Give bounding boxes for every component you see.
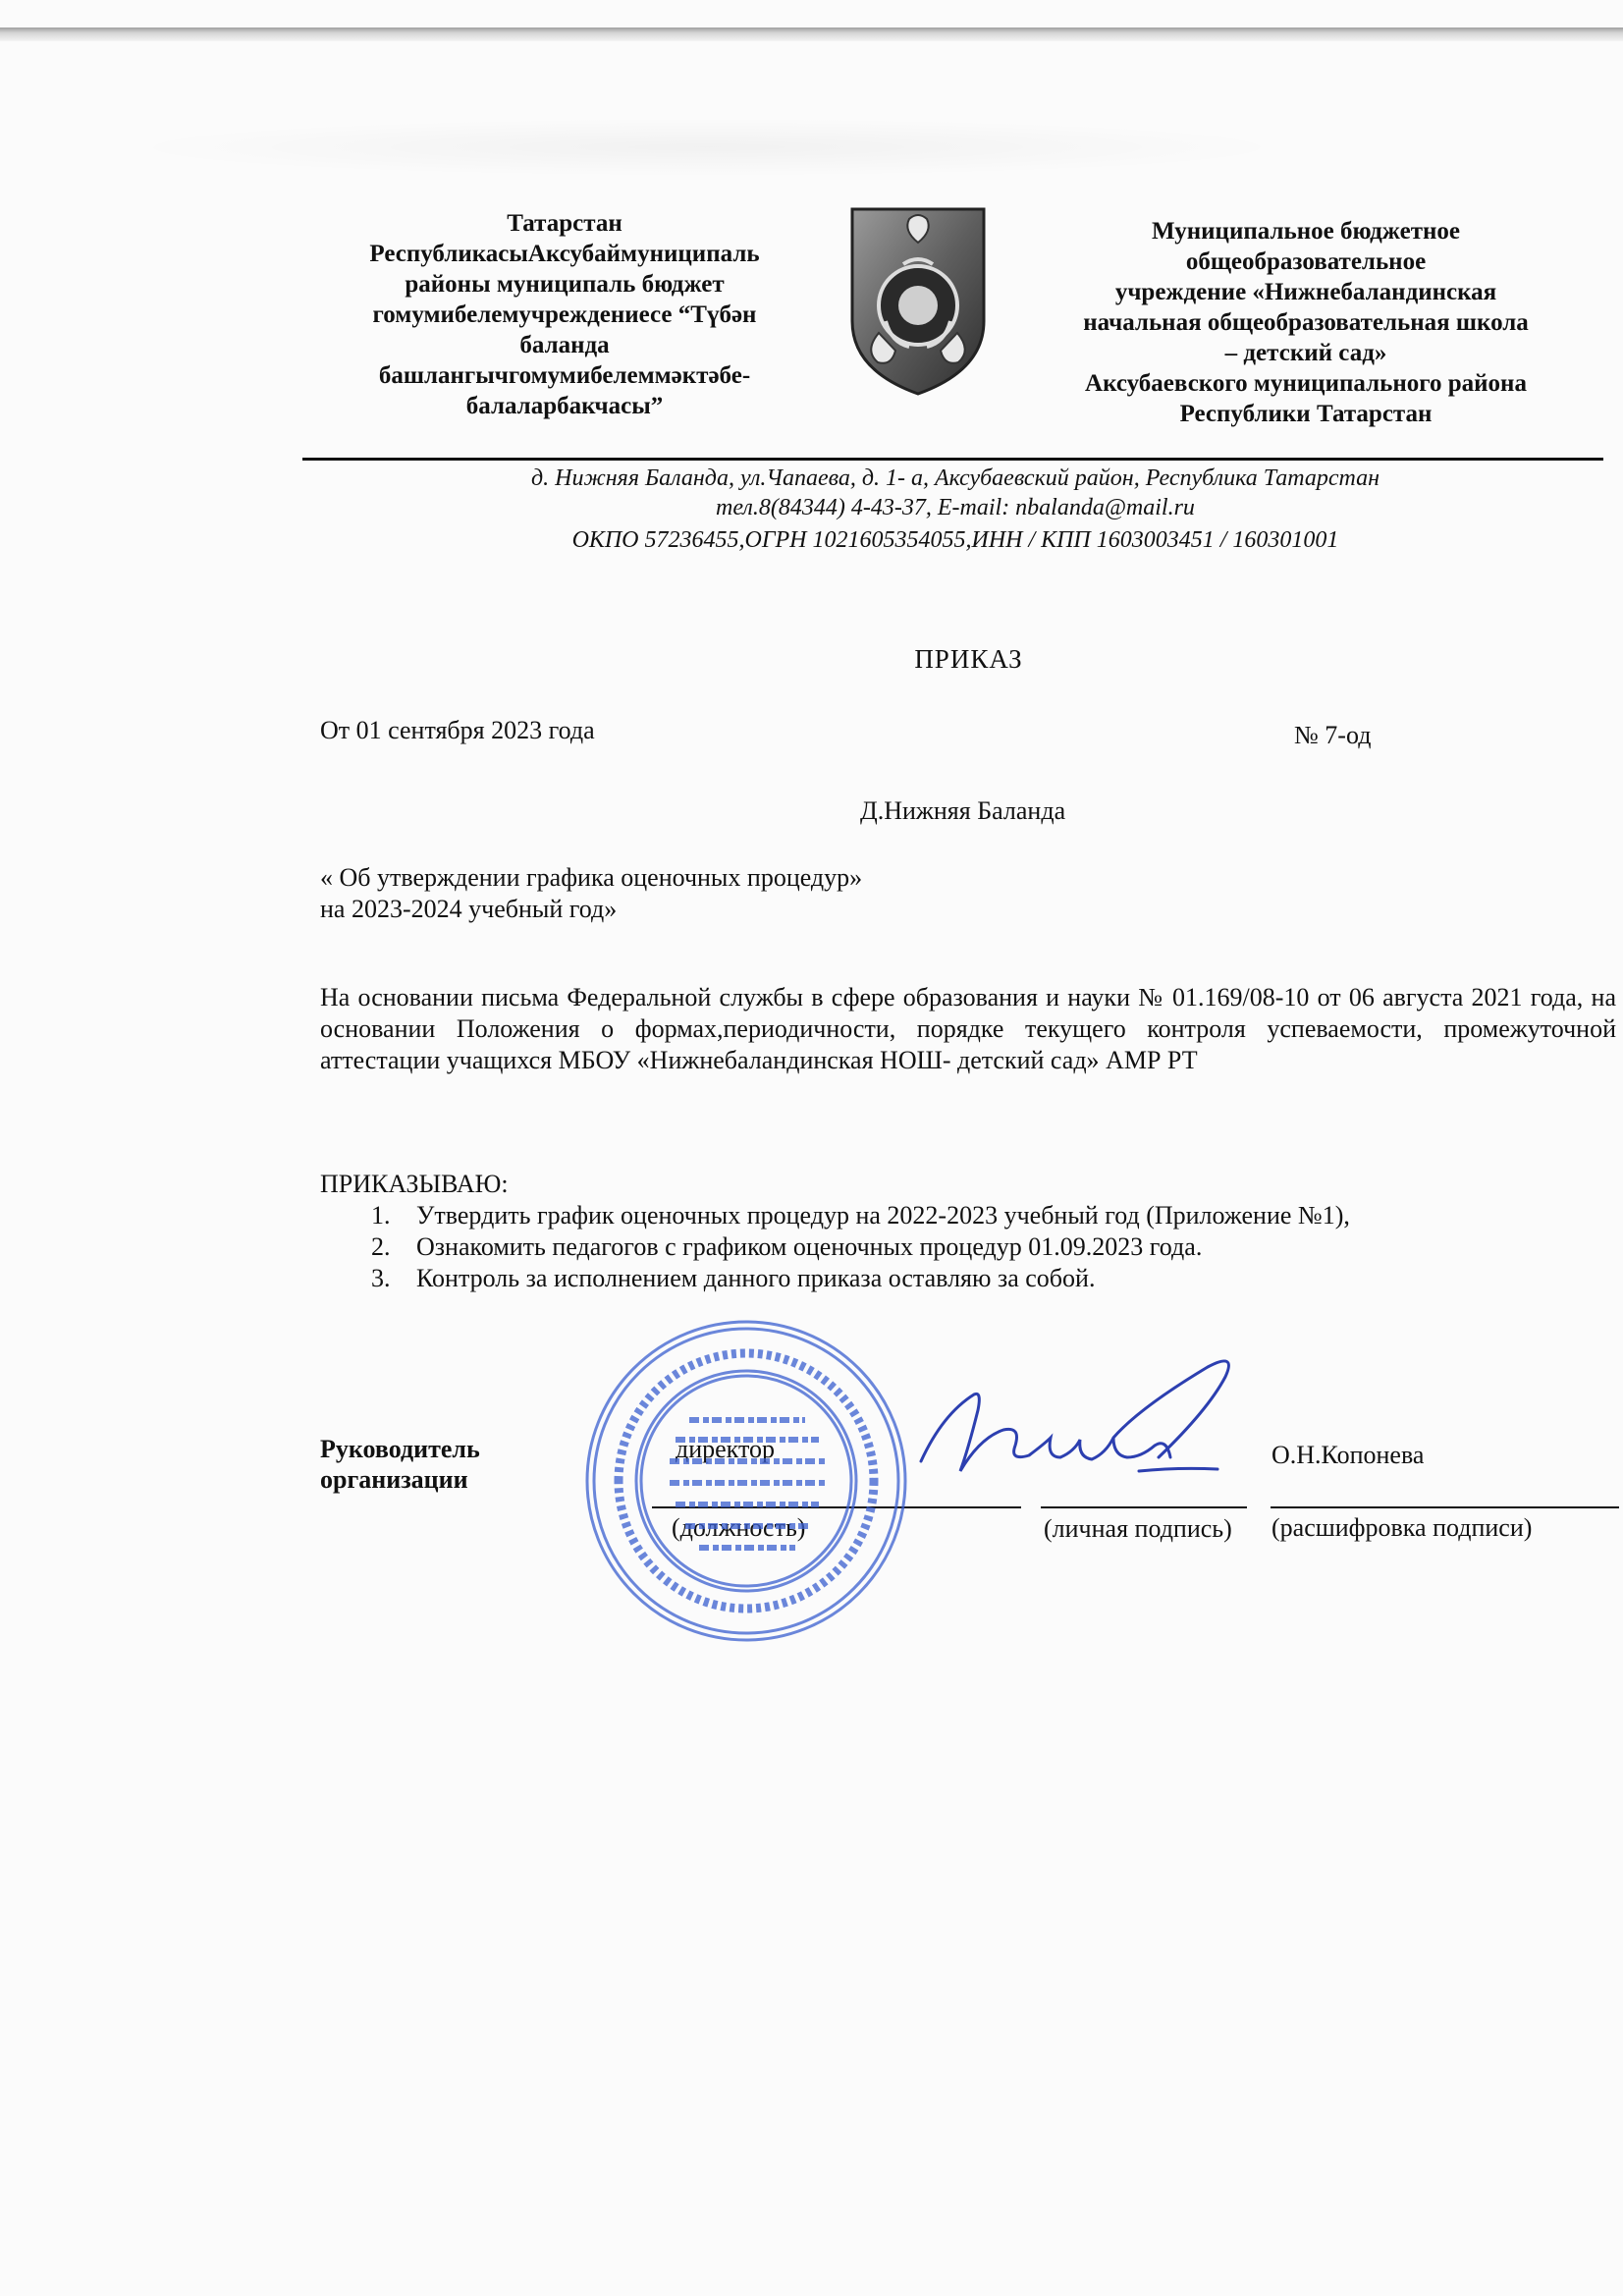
document-title: ПРИКАЗ xyxy=(914,644,1023,674)
header-tatar-org xyxy=(309,208,820,421)
header-right-line: учреждение «Нижнебаландинская xyxy=(1114,279,1497,305)
round-seal-icon xyxy=(579,1314,913,1648)
list-item-text: Контроль за исполнением данного приказа оставляю за собой. xyxy=(416,1264,1096,1292)
signature-hint: (личная подпись) xyxy=(1044,1514,1232,1543)
header-right-line: Муниципальное бюджетное xyxy=(1151,218,1460,245)
header-russian-org xyxy=(1011,216,1600,429)
subject-line: « Об утверждении графика оценочных процедур» xyxy=(320,863,863,892)
list-item-number: 3. xyxy=(371,1264,391,1292)
contact-codes: ОКПО 57236455,ОГРН 1021605354055,ИНН / КПП 1603003451 / 160301001 xyxy=(571,527,1339,553)
order-items xyxy=(320,1200,1616,1294)
order-basis: На основании письма Федеральной службы в сфере образования и науки № 01.169/08-10 от 06 августа 2021 года, на основании Положения о формах,периодичности, порядке текущего контроля успеваемости, промежуточной аттестации учащихся МБОУ «Нижнебаландинская НОШ- детский сад» АМР РТ xyxy=(320,983,1616,1074)
header-left-line: Татарстан xyxy=(507,210,622,237)
coat-of-arms-icon xyxy=(844,203,992,400)
order-place: Д.Нижняя Баланда xyxy=(860,796,1066,825)
order-number: № 7-од xyxy=(1294,721,1372,749)
header-right-line: – детский сад» xyxy=(1224,340,1387,366)
header-right-line: начальная общеобразовательная школа xyxy=(1083,309,1529,336)
signature-underline xyxy=(1041,1506,1247,1508)
signer-role-line: организации xyxy=(320,1465,468,1494)
list-item-text: Утвердить график оценочных процедур на 2022-2023 учебный год (Приложение №1), xyxy=(416,1201,1350,1230)
signer-role-line: Руководитель xyxy=(320,1435,480,1463)
header-right-line: Республики Татарстан xyxy=(1179,401,1433,427)
signer-role xyxy=(320,1434,480,1495)
signer-position: директор xyxy=(676,1435,775,1463)
header-left-line: районы муниципаль бюджет xyxy=(405,271,725,298)
list-item-number: 2. xyxy=(371,1232,391,1261)
name-underline xyxy=(1271,1506,1619,1508)
list-item-text: Ознакомить педагогов с графиком оценочных процедур 01.09.2023 года. xyxy=(416,1232,1203,1261)
header-left-line: гомумибелемучреждениесе “Түбән xyxy=(372,301,757,328)
list-item xyxy=(320,1200,1616,1231)
subject-line: на 2023-2024 учебный год» xyxy=(320,895,618,923)
contact-address: д. Нижняя Баланда, ул.Чапаева, д. 1- а, Аксубаевский район, Республика Татарстан xyxy=(530,465,1380,491)
list-item xyxy=(320,1231,1616,1263)
scan-edge xyxy=(0,27,1623,41)
header-left-line: РеспубликасыАксубаймуниципаль xyxy=(369,241,760,267)
position-hint: (должность) xyxy=(672,1513,806,1542)
contact-phone-email: тел.8(84344) 4-43-37, E-mail: nbalanda@mail.ru xyxy=(716,495,1195,520)
header-right-line: Аксубаевского муниципального района xyxy=(1085,370,1527,397)
header-left-line: башлангычгомумибелеммәктәбе- xyxy=(378,362,751,389)
order-subject xyxy=(320,862,1204,925)
list-item-number: 1. xyxy=(371,1201,391,1230)
scan-smudge xyxy=(118,118,1296,177)
signer-name: О.Н.Копонева xyxy=(1271,1441,1425,1469)
header-right-line: общеобразовательное xyxy=(1185,248,1427,275)
name-hint: (расшифровка подписи) xyxy=(1271,1513,1533,1542)
order-heading: ПРИКАЗЫВАЮ: xyxy=(320,1170,509,1198)
header-divider xyxy=(302,458,1603,461)
header-left-line: балаларбакчасы” xyxy=(465,393,664,419)
list-item xyxy=(320,1263,1616,1294)
order-date: От 01 сентября 2023 года xyxy=(320,716,595,744)
header-left-line: баланда xyxy=(519,332,610,358)
handwritten-signature xyxy=(913,1355,1276,1493)
